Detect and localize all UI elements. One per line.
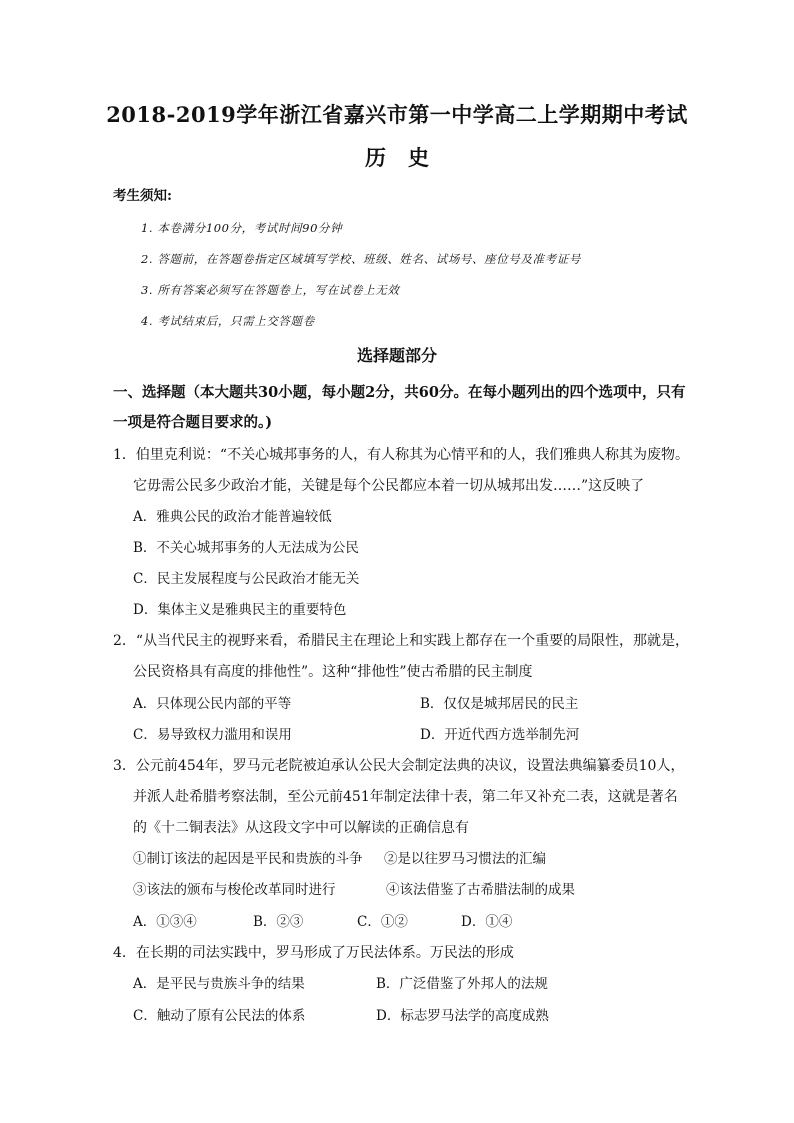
question-1-stem: 它毋需公民多少政治才能，关键是每个公民都应本着一切从城邦出发……”这反映了 [133,478,645,494]
question-1-option-a: A．雅典公民的政治才能普遍较低 [133,509,332,525]
section-instruction: 一项是符合题目要求的。) [113,414,273,431]
question-4-stem: 4．在长期的司法实践中，罗马形成了万民法体系。万民法的形成 [113,945,514,961]
section-title: 选择题部分 [356,346,437,365]
question-3-stem: 并派人赴希腊考察法制，至公元前451年制定法律十表，第二年又补充二表，这就是著名 [133,789,678,805]
question-2-option-b: B．仅仅是城邦居民的民主 [420,696,579,712]
section-instruction: 一、选择题（本大题共30小题，每小题2分，共60分。在每小题列出的四个选项中，只有 [113,384,686,401]
question-3-option-b: B．②③ [253,914,304,930]
question-3-statement: ③该法的颁布与梭伦改革同时进行 [133,882,336,898]
exam-title: 2018-2019学年浙江省嘉兴市第一中学高二上学期期中考试 [106,102,688,127]
note-item: 3. 所有答案必须写在答题卷上，写在试卷上无效 [141,283,400,297]
note-item: 2. 答题前，在答题卷指定区域填写学校、班级、姓名、试场号、座位号及准考证号 [141,252,581,266]
question-3-statement: ①制订该法的起因是平民和贵族的斗争 [133,851,363,867]
question-4-option-b: B．广泛借鉴了外邦人的法规 [376,976,548,992]
question-1-option-b: B．不关心城邦事务的人无法成为公民 [133,540,359,556]
question-4-option-d: D．标志罗马法学的高度成熟 [376,1008,549,1024]
notes-heading: 考生须知: [113,188,172,204]
question-3-statement: ②是以往罗马习惯法的汇编 [384,851,546,867]
question-2-stem: 公民资格具有高度的排他性”。这种“排他性”使古希腊的民主制度 [133,664,533,680]
question-3-stem: 的《十二铜表法》从这段文字中可以解读的正确信息有 [133,820,469,836]
question-2-stem: 2．“从当代民主的视野来看，希腊民主在理论上和实践上都存在一个重要的局限性，那就是， [113,633,690,649]
question-1-option-d: D．集体主义是雅典民主的重要特色 [133,602,347,618]
question-1-stem: 1．伯里克利说：“不关心城邦事务的人，有人称其为心情平和的人，我们雅典人称其为废物。 [113,447,690,463]
note-item: 4. 考试结束后，只需上交答题卷 [141,314,315,328]
question-2-option-d: D．开近代西方选举制先河 [420,727,580,743]
question-3-option-c: C．①② [357,914,408,930]
question-3-option-a: A．①③④ [133,914,197,930]
question-3-options [133,912,581,932]
question-3-stem: 3．公元前454年，罗马元老院被迫承认公民大会制定法典的决议，设置法典编纂委员10人， [113,758,685,774]
question-1-option-c: C．民主发展程度与公民政治才能无关 [133,571,360,587]
question-4-option-a: A．是平民与贵族斗争的结果 [133,976,305,992]
note-item: 1. 本卷满分100分，考试时间90分钟 [141,221,343,235]
question-4-option-c: C．触动了原有公民法的体系 [133,1008,306,1024]
exam-subject: 历史 [365,145,451,170]
question-2-option-a: A．只体现公民内部的平等 [133,696,292,712]
question-3-statement: ④该法借鉴了古希腊法制的成果 [386,882,575,898]
question-3-option-d: D．①④ [461,914,513,930]
question-2-option-c: C．易导致权力滥用和误用 [133,727,292,743]
